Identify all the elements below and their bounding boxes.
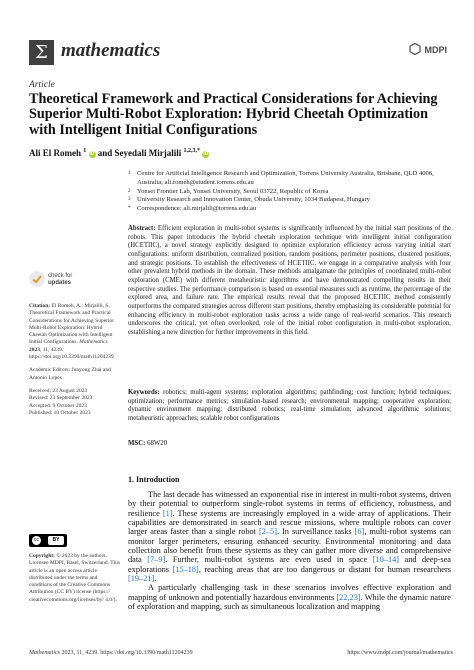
paragraph-text: . Further, multi-robot systems are even used in space (165, 555, 373, 565)
reference-link[interactable]: [6] (354, 527, 365, 537)
author-name[interactable]: Ali El Romeh (29, 148, 82, 158)
publisher-name: MDPI (424, 45, 447, 55)
check-updates-line2: updates (48, 279, 72, 286)
author-name[interactable]: Seyedali Mirjalili (114, 148, 182, 158)
by-icon: BY (48, 536, 64, 545)
reference-link[interactable]: [15–18] (172, 564, 199, 574)
affiliation-item (128, 170, 453, 188)
keywords-label: Keywords: (128, 389, 160, 396)
paragraph-text: , reaching areas that are too dangerous or distant for human researchers (198, 564, 451, 574)
sigma-icon: Σ (35, 42, 48, 63)
affiliation-item (128, 188, 453, 197)
reference-link[interactable]: [2–5] (258, 527, 277, 537)
check-updates-line1: check for (48, 273, 73, 279)
mdpi-hex-icon (409, 43, 421, 55)
paragraph-text: . (154, 574, 157, 584)
copyright-notice (29, 553, 121, 604)
affiliation-text: University Research and Innovation Center, Obuda University, 1034 Budapest, Hungary (137, 196, 370, 204)
affiliation-item (128, 196, 453, 205)
footer-journal: Mathematics (29, 650, 60, 656)
check-updates-icon (29, 271, 45, 287)
paragraph-text: and deep-sea explorations (128, 555, 451, 574)
author-conjunction: and (97, 148, 115, 158)
article-title: Theoretical Framework and Practical Considerations for Achieving Superior Multi-Robot Exploration: Hybrid Cheetah Optimization with Intelligent Initial Configurations (29, 91, 438, 138)
citation-year: 2023 (29, 346, 40, 353)
date-accepted: Accepted: 9 October 2023 (29, 402, 87, 409)
reference-link[interactable]: [7–9] (147, 555, 166, 565)
date-received: Received: 23 August 2023 (29, 387, 88, 394)
paragraph-text: A particularly challenging task in these scenarios involves effective exploration and mapping of unknown and potentially hazardous environments (128, 583, 451, 602)
check-for-updates-button[interactable] (29, 271, 99, 297)
citation-doi[interactable]: , 11, 4239. https://doi.org/10.3390/math11204239 (29, 346, 114, 361)
paragraph-text: The last decade has witnessed an exponential rise in interest in multi-robot systems, driven by their potential to outperform single-robot systems in terms of efficiency, robustness, and resilience (128, 490, 451, 518)
footer-journal-url[interactable]: https://www.mdpi.com/journal/mathematics (347, 650, 453, 656)
journal-logo (29, 40, 54, 65)
article-type: Article (29, 80, 55, 90)
affiliation-number: 2 (128, 188, 131, 194)
paragraph-text: , multi-robot systems can monitor larger perimeters, ensuring enhanced security. Environmental monitoring and data collection also benefit from these systems as they can gather more diverse and comprehensive data (128, 527, 451, 565)
keywords-text: robotics; multi-agent systems; exploration algorithms; pathfinding; cost function; hybrid techniques; optimization; performance metrics; simulation-based research; environmental mapping; cooperative exploration; dynamic environment mapping; distributed robotics; real-time simulation; advanced algorithmic solutions; metaheuristic approaches; scalable robot configurations (128, 389, 451, 422)
introduction-body (128, 490, 451, 611)
paragraph-text: . In surveillance tasks (276, 527, 355, 537)
publisher-logo (409, 40, 448, 58)
affiliation-text: Yonsei Frontier Lab, Yonsei University, Seoul 03722, Republic of Korea (137, 187, 329, 195)
msc-code (128, 440, 167, 447)
check-updates-label (48, 273, 72, 287)
reference-link[interactable]: [1] (162, 508, 173, 518)
keywords (128, 389, 451, 424)
author-affiliation-mark: 1,2,3,* (183, 148, 201, 154)
abstract-label: Abstract: (128, 225, 156, 232)
date-published: Published: 10 October 2023 (29, 409, 91, 416)
article-sidebar (29, 303, 121, 417)
paragraph (128, 490, 451, 583)
citation-text: El Romeh, A.; Mirjalili, S. Theoretical Framework and Practical Considerations for Achieving Superior Multi-Robot Exploration: Hybrid Cheetah Optimization with Intelligent Initial Configurations. (29, 303, 115, 346)
reference-link[interactable]: [10–14] (372, 555, 400, 565)
msc-label: MSC: (128, 440, 146, 447)
cc-icon: cc (34, 537, 39, 543)
affiliation-number: * (128, 206, 131, 212)
affiliations (128, 170, 453, 214)
affiliation-number: 3 (128, 197, 131, 203)
affiliation-item (128, 205, 453, 214)
cc-by-license-badge[interactable] (29, 534, 67, 547)
copyright-text: © 2023 by the authors. Licensee MDPI, Basel, Switzerland. This article is an open access article distributed under the terms and conditions of the Creative Commons Attribution (CC BY) license (https:// creativecommons.org/licenses/by/ 4.0/). (29, 553, 121, 603)
paragraph-text: . While the dynamic nature of exploration and mapping, such as simultaneous localization and mapping (128, 592, 451, 612)
affiliation-number: 1 (128, 171, 131, 176)
section-heading: 1. Introduction (128, 475, 180, 484)
footer-citation: 2023, 11, 4239. https://doi.org/10.3390/math11204239 (60, 650, 193, 656)
reference-link[interactable]: [22,23] (336, 592, 361, 602)
orcid-icon[interactable]: iD (203, 151, 209, 157)
author-list (29, 148, 209, 158)
citation-journal: Mathematics (79, 339, 108, 346)
date-revised: Revised: 23 September 2023 (29, 395, 93, 402)
page-footer (29, 650, 453, 656)
paragraph-text: . These systems are increasingly employed in a wide array of applications. Their capabilities are demonstrated in search and rescue missions, where multiple robots can cover larger areas faster than a single robot (128, 508, 451, 537)
author-affiliation-mark: 1 (83, 148, 87, 154)
citation-label: Citation: (29, 303, 51, 309)
citation-block (29, 303, 121, 361)
journal-name: mathematics (61, 40, 161, 61)
abstract-text: Efficient exploration in multi-robot systems is significantly influenced by the initial start positions of the robots. This paper introduces the hybrid cheetah exploration technique with intelligent initial configuration (HCETIIC), a novel strategy explicitly designed to optimize exploration efficiency across varying initial start configurations: uniform distribution, centralized position, random positions, perimeter positions, clustered positions, and strategic positions. To establish the effectiveness of HCETIIC, we engage in a comparative analysis with four other prevalent hybrid methods in the domain. These methods amalgamate the principles of coordinated multi-robot exploration (CME) with different metaheuristic algorithms and have demonstrated compelling results in their respective studies. The performance comparison is based on essential measures such as runtime, the percentage of the explored area, and failure rate. The empirical results reveal that the proposed HCETIIC method consistently outperforms the compared strategies across different start positions, thereby emphasizing its considerable potential for enhancing efficiency in multi-robot exploration tasks across a wide range of real-world scenarios. This research underscores the critical, yet often overlooked, role of the initial robot configuration in multi-robot exploration, establishing a new direction for further improvements in this field. (128, 225, 451, 336)
abstract (128, 225, 451, 338)
affiliation-text: Correspondence: ali.mirjalili@torrens.edu.au (137, 205, 257, 213)
academic-editors: Academic Editors: Junyong Zhai and Antonio Lopes (29, 367, 111, 381)
dates-block (29, 388, 121, 417)
paragraph (128, 583, 451, 611)
msc-value: 68W20 (147, 440, 168, 447)
copyright-label: Copyright: (29, 553, 55, 559)
orcid-icon[interactable]: iD (89, 151, 95, 157)
reference-link[interactable]: [19–21] (128, 574, 155, 584)
affiliation-text: Centre for Artificial Intelligence Research and Optimization, Torrens University Australia, Brisbane, QLD 4006, Australia; ali.romeh@student.torrens.edu.au (137, 170, 434, 186)
